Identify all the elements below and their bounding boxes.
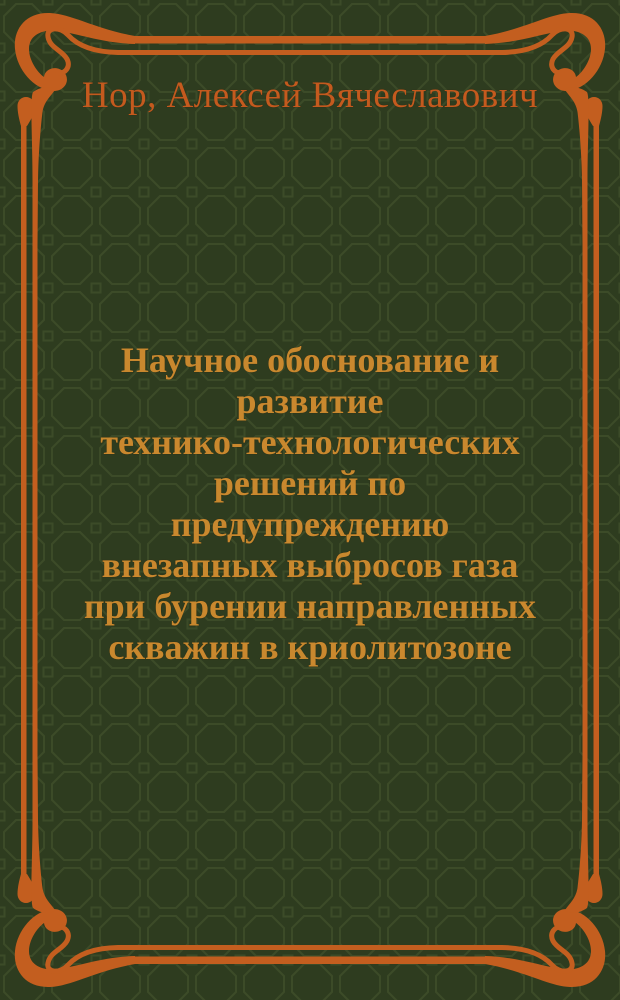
author-name: Нор, Алексей Вячеславович — [81, 75, 539, 116]
title-line-8: скважин в криолитозоне — [108, 627, 512, 667]
title-line-4: решений по — [213, 463, 407, 503]
title-line-2: развитие — [236, 381, 384, 421]
title-line-1: Научное обоснование и — [120, 340, 500, 380]
book-title — [70, 340, 550, 668]
title-line-3: технико-технологических — [100, 422, 520, 462]
title-line-5: предупреждению — [170, 504, 450, 544]
title-line-7: при бурении направленных — [83, 586, 537, 626]
title-line-6: внезапных выбросов газа — [101, 545, 519, 585]
